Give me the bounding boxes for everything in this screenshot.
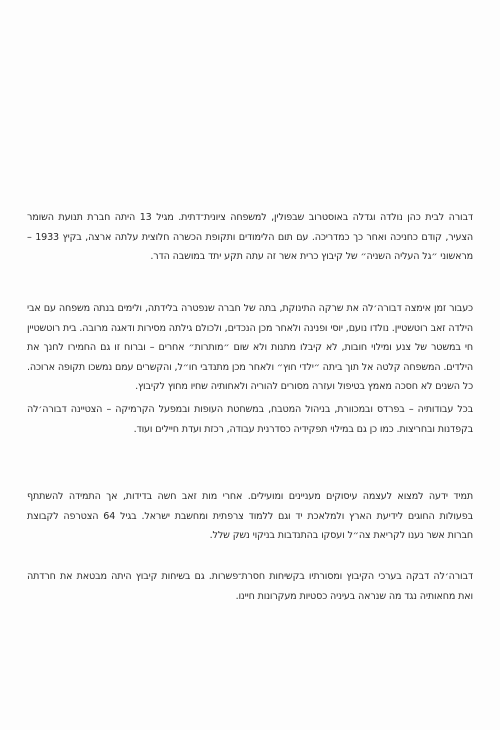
paragraph-activities bbox=[27, 487, 473, 546]
paragraph-work bbox=[27, 400, 473, 439]
paragraph-biography-origins bbox=[27, 208, 473, 267]
paragraph-family bbox=[27, 299, 473, 397]
paragraph-values bbox=[27, 567, 473, 606]
paragraph-text: בכל עבודותיה – בפרדס ובמכוורת, בניהול המטבח, במשחטת העופות ובמפעל הקרמיקה – הצטיינה דבורה׳לה בקפדנות ובחריצות. כמו כן גם במילוי תפקידיה כסדרנית עבודה, רכזת ועדת חיילים ועוד. bbox=[27, 404, 473, 435]
paragraph-text: תמיד ידעה למצוא לעצמה עיסוקים מעניינים ומועילים. אחרי מות זאב חשה בדידות, אך התמידה להשתתף בפעולות החוגים לידיעת הארץ ולמלאכת יד וגם ללמוד צרפתית ומחשבת ישראל. בגיל 64 הצטרפה לקבוצת חברות אשר נענו לקריאת צה״ל ועסקו בהתנדבות בניקוי נשק שלל. bbox=[27, 491, 473, 541]
paragraph-text: כעבור זמן אימצה דבורה׳לה את שרקה התינוקת, בתה של חברה שנפטרה בלידתה, ולימים בנתה משפחה עם אבי הילדה זאב רוטשטיין. נולדו נועם, יוסי ופנינה ולאחר מכן הנכדים, ולכולם גילתה מסירות ודאגה מרובה. בית רוטשטיין חי במשטר של צנע ומילוי חובות, לא קיבלו מתנות ולא שום ״מותרות״ אחרים – וברוח זו גם החמירו לחנך את הילדים. המשפחה קלטה אל תוך ביתה ״ילדי חוץ״ ולאחר מכן מתנדבי חו״ל, והקשרים עמם נמשכו תקופה ארוכה. כל השנים לא חסכה מאמץ בטיפול ועזרה מסורים להוריה ולאחותיה שחיו מחוץ לקיבוץ. bbox=[26, 303, 473, 392]
paragraph-text: דבורה לבית כהן נולדה וגדלה באוסטרוב שבפולין, למשפחה ציונית־דתית. מגיל 13 היתה חברת תנועת השומר הצעיר, קודם כחניכה ואחר כך כמדריכה. עם תום הלימודים ותקופת הכשרה חלוצית עלתה ארצה, בקיץ 1933 – מראשוני ״גל העליה השניה״ של קיבוץ כרית אשר זה עתה תקע יתד במושבה הדר. bbox=[27, 212, 474, 262]
paragraph-text: דבורה׳לה דבקה בערכי הקיבוץ ומסורתיו בקשיחות חסרת־פשרות. גם בשיחות קיבוץ היתה מבטאת את חרדתה ואת מחאותיה נגד מה שנראה בעיניה כסטיות מעקרונות חיינו. bbox=[27, 571, 473, 602]
